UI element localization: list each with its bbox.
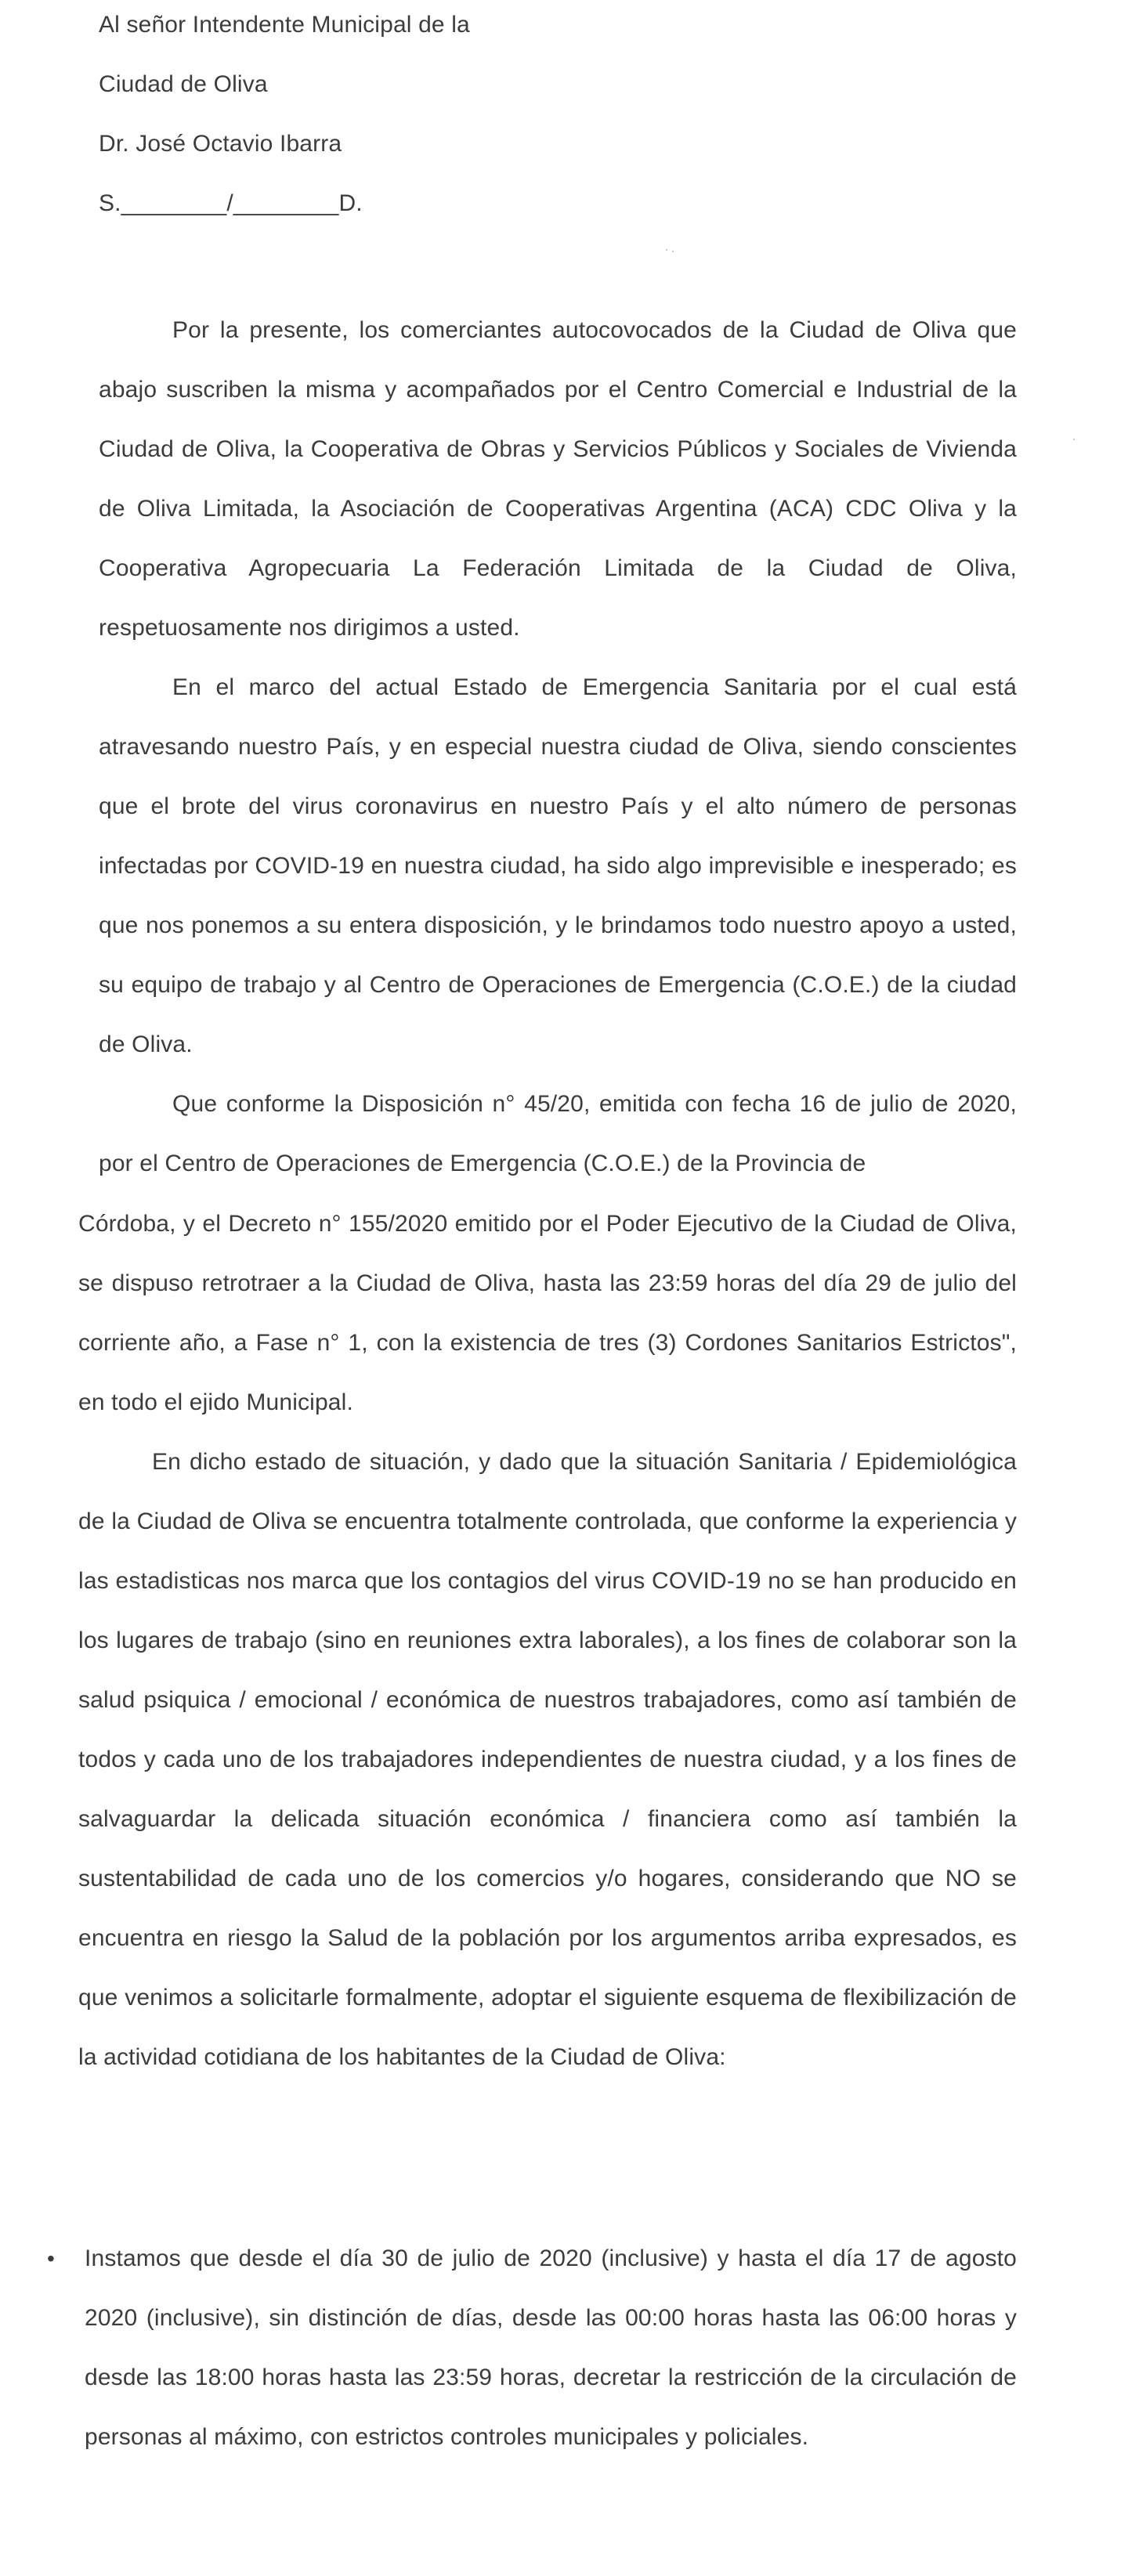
- scan-speck: [666, 249, 667, 251]
- request-list: [47, 2229, 1017, 2467]
- salutation-line: S.________/________D.: [99, 190, 363, 216]
- list-item-text: Instamos que desde el día 30 de julio de 2020 (inclusive) y hasta el día 17 de agosto 2020 (inclusive), sin distinción de días, desde las 00:00 horas hasta las 06:00 horas y desde las 18:00 horas hasta las 23:59 horas, decretar la restricción de la circulación de personas al máximo, con estrictos controles municipales y policiales.: [85, 2245, 1017, 2450]
- scan-speck: [1073, 439, 1075, 440]
- letter-continuation-section: [78, 1194, 1017, 2087]
- situation-paragraph: En dicho estado de situación, y dado que la situación Sanitaria / Epidemiológica de la Ciudad de Oliva se encuentra totalmente controlada, que conforme la experiencia y las estadisticas nos marca que los contagios del virus COVID-19 no se han producido en los lugares de trabajo (sino en reuniones extra laborales), a los fines de colaborar son la salud psiquica / emocional / económica de nuestros trabajadores, como así también de todos y cada uno de los trabajadores independientes de nuestra ciudad, y a los fines de salvaguardar la delicada situación económica / financiera como así también la sustentabilidad de cada uno de los comercios y/o hogares, considerando que NO se encuentra en riesgo la Salud de la población por los argumentos arriba expresados, es que venimos a solicitarle formalmente, adoptar el siguiente esquema de flexibilización de la actividad cotidiana de los habitantes de la Ciudad de Oliva:: [78, 1449, 1017, 2070]
- bullet-icon: •: [47, 2246, 55, 2271]
- decree-paragraph: Córdoba, y el Decreto n° 155/2020 emitido por el Poder Ejecutivo de la Ciudad de Oliva, se dispuso retrotraer a la Ciudad de Oliva, hasta las 23:59 horas del día 29 de julio del corriente año, a Fase n° 1, con la existencia de tres (3) Cordones Sanitarios Estrictos", en todo el ejido Municipal.: [78, 1211, 1017, 1415]
- address-line: Dr. José Octavio Ibarra: [99, 131, 342, 157]
- scan-speck: [672, 251, 674, 252]
- emergency-paragraph: En el marco del actual Estado de Emergencia Sanitaria por el cual está atravesando nuestro País, y en especial nuestra ciudad de Oliva, siendo conscientes que el brote del virus coronavirus en nuestro País y el alto número de personas infectadas por COVID-19 en nuestra ciudad, ha sido algo imprevisible e inesperado; es que nos ponemos a su entera disposición, y le brindamos todo nuestro apoyo a usted, su equipo de trabajo y al Centro de Operaciones de Emergencia (C.O.E.) de la ciudad de Oliva.: [99, 674, 1017, 1057]
- letter-top-section: [99, 0, 1017, 1194]
- address-line: Ciudad de Oliva: [99, 71, 268, 97]
- address-spacer: [99, 233, 1017, 301]
- intro-paragraph: Por la presente, los comerciantes autocovocados de la Ciudad de Oliva que abajo suscriben la misma y acompañados por el Centro Comercial e Industrial de la Ciudad de Oliva, la Cooperativa de Obras y Servicios Públicos y Sociales de Vivienda de Oliva Limitada, la Asociación de Cooperativas Argentina (ACA) CDC Oliva y la Cooperativa Agropecuaria La Federación Limitada de la Ciudad de Oliva, respetuosamente nos dirigimos a usted.: [99, 317, 1017, 641]
- address-line: Al señor Intendente Municipal de la: [99, 12, 470, 38]
- list-item: [47, 2229, 1017, 2467]
- disposition-paragraph: Que conforme la Disposición n° 45/20, emitida con fecha 16 de julio de 2020, por el Centro de Operaciones de Emergencia (C.O.E.) de la Provincia de: [99, 1091, 1017, 1176]
